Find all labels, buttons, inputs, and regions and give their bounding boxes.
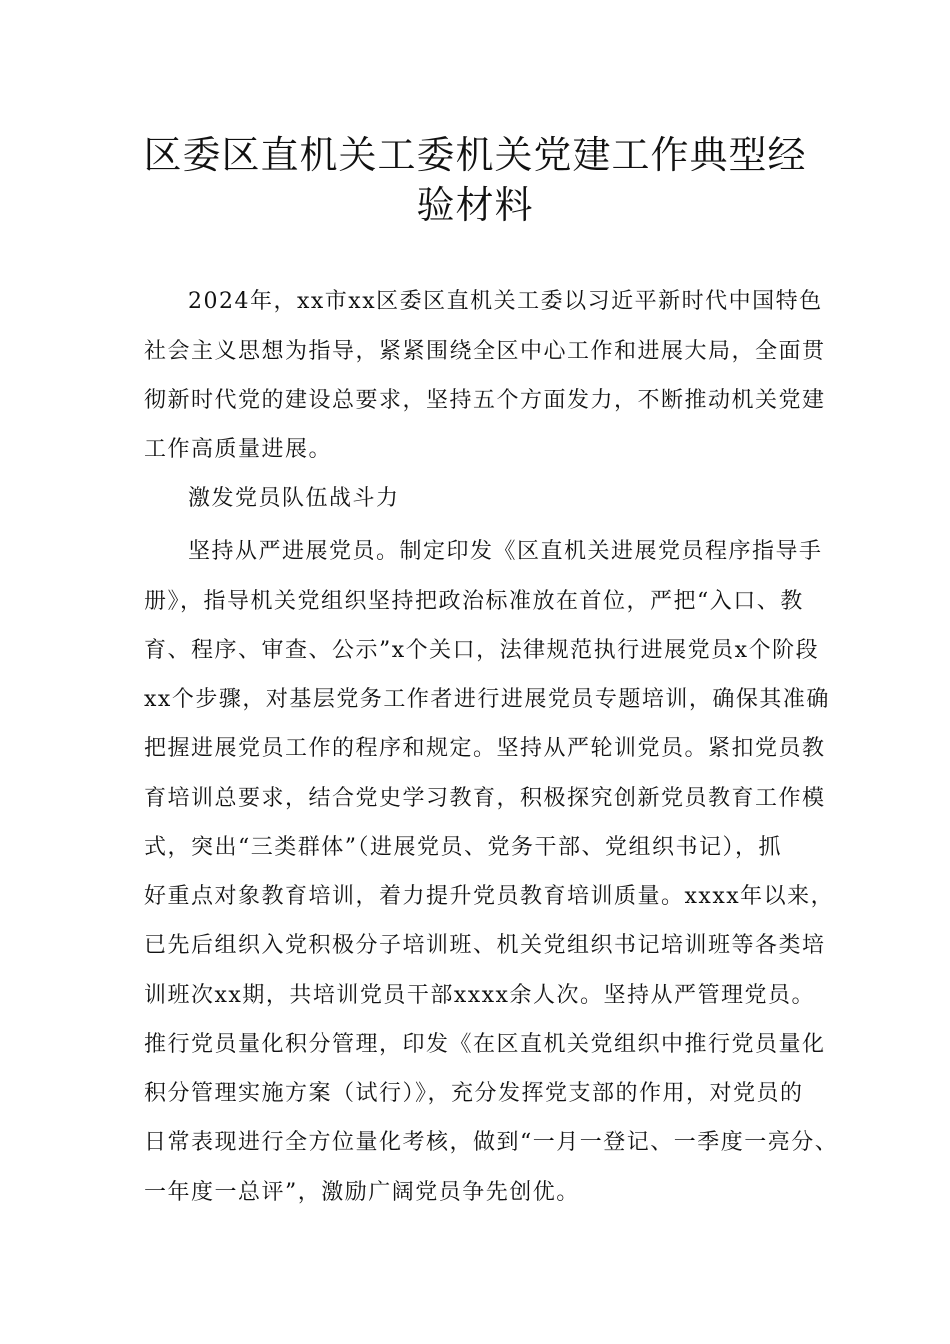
paragraph-1-line-2: 社会主义思想为指导，紧紧围绕全区中心工作和进展大局，全面贯 xyxy=(144,339,826,364)
paragraph-1-line-3: 彻新时代党的建设总要求，坚持五个方面发力，不断推动机关党建 xyxy=(144,388,826,413)
paragraph-2-line-13: 日常表现进行全方位量化考核，做到“一月一登记、一季度一亮分、 xyxy=(144,1130,839,1155)
paragraph-2-line-2: 册》，指导机关党组织坚持把政治标准放在首位，严把“入口、教 xyxy=(144,589,804,614)
paragraph-2-line-12: 积分管理实施方案（试行）》，充分发挥党支部的作用，对党员的 xyxy=(144,1081,804,1106)
paragraph-2-line-7: 式，突出“三类群体”（进展党员、党务干部、党组织书记），抓 xyxy=(144,835,782,860)
paragraph-2-line-5: 把握进展党员工作的程序和规定。坚持从严轮训党员。紧扣党员教 xyxy=(144,736,826,761)
section-heading: 激发党员队伍战斗力 xyxy=(188,486,400,511)
paragraph-1-line-1: 2024年，xx市xx区委区直机关工委以习近平新时代中国特色 xyxy=(188,289,823,314)
document-title-line-1: 区委区直机关工委机关党建工作典型经 xyxy=(143,133,807,177)
paragraph-2-line-4: xx个步骤，对基层党务工作者进行进展党员专题培训，确保其准确 xyxy=(144,687,830,712)
paragraph-2-line-10: 训班次xx期，共培训党员干部xxxx余人次。坚持从严管理党员。 xyxy=(144,983,815,1008)
paragraph-2-line-6: 育培训总要求，结合党史学习教育，积极探究创新党员教育工作模 xyxy=(144,786,826,811)
paragraph-2-line-14: 一年度一总评”，激励广阔党员争先创优。 xyxy=(144,1180,580,1205)
paragraph-2-line-8: 好重点对象教育培训，着力提升党员教育培训质量。xxxx年以来， xyxy=(144,884,835,909)
paragraph-2-line-11: 推行党员量化积分管理，印发《在区直机关党组织中推行党员量化 xyxy=(144,1032,826,1057)
paragraph-1-line-4: 工作高质量进展。 xyxy=(144,437,333,462)
document-title-line-2: 验材料 xyxy=(416,183,534,227)
paragraph-2-line-3: 育、程序、审查、公示”x个关口，法律规范执行进展党员x个阶段 xyxy=(144,638,820,663)
paragraph-2-line-1: 坚持从严进展党员。制定印发《区直机关进展党员程序指导手 xyxy=(188,539,823,564)
paragraph-2-line-9: 已先后组织入党积极分子培训班、机关党组织书记培训班等各类培 xyxy=(144,933,826,958)
